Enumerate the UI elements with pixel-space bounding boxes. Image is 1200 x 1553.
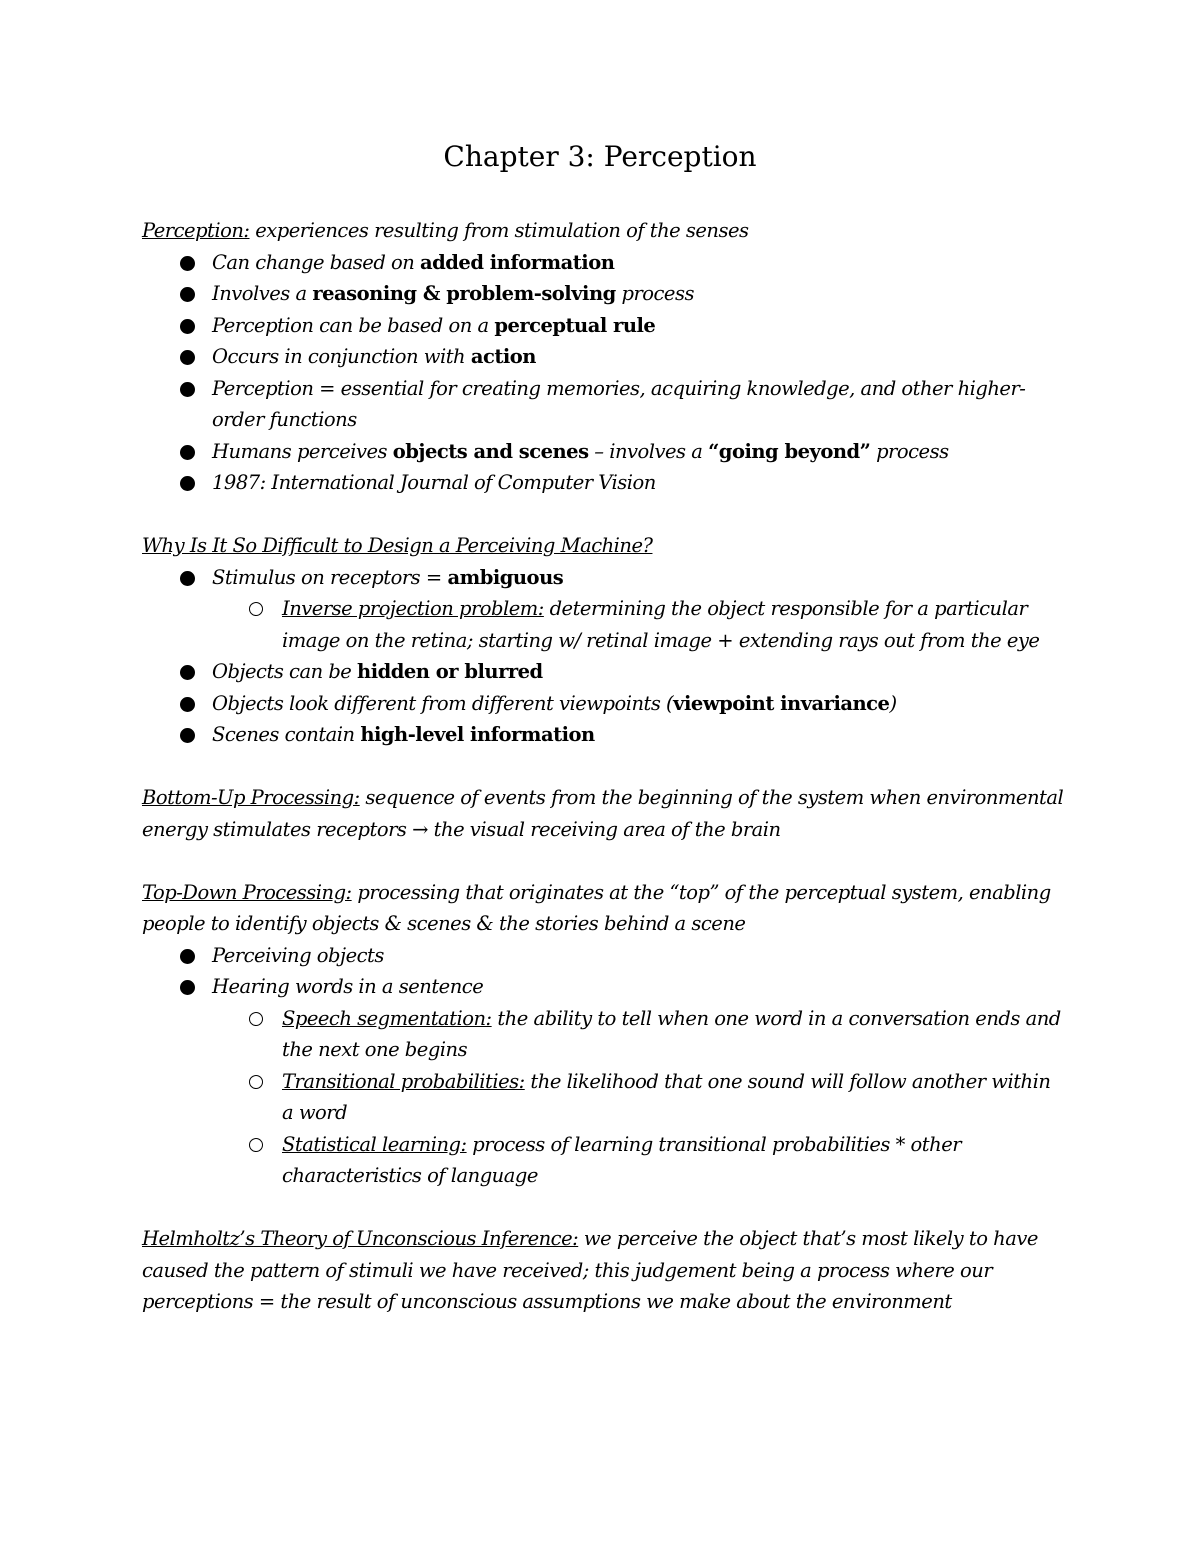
item-bold: hidden or blurred: [357, 660, 543, 683]
item-text: Hearing words in a sentence: [212, 975, 484, 998]
sub-term: Statistical learning:: [282, 1132, 467, 1156]
item-text: Objects look different from different viewpoints (: [212, 691, 674, 715]
item-text: Perception = essential for creating memories, acquiring knowledge, and other higher-order functions: [212, 376, 1026, 431]
list-item: [142, 688, 1067, 720]
sub-list-item: [142, 1129, 1067, 1192]
item-text: Can change based on: [212, 250, 421, 274]
perception-def: experiences resulting from stimulation of the senses: [249, 219, 749, 242]
bullet-icon: [180, 697, 195, 712]
item-bold: objects and scenes: [392, 439, 589, 463]
item-bold: viewpoint invariance: [673, 691, 890, 715]
sub-term: Speech segmentation:: [282, 1006, 492, 1030]
item-text: Involves a: [212, 282, 313, 305]
list-item: [142, 719, 1067, 751]
helmholtz-definition: [142, 1223, 1067, 1318]
perception-definition: [142, 215, 1067, 247]
list-item: [142, 467, 1067, 499]
item-text: process: [870, 439, 949, 463]
list-item: [142, 373, 1067, 436]
bullet-icon: [180, 665, 195, 680]
top-down-list: [142, 940, 1067, 1192]
list-item: [142, 310, 1067, 342]
item-text: – involves a: [588, 439, 709, 463]
helmholtz-def: we perceive the object that’s most likely to have caused the pattern of stimuli we have received; this judgement being a process where our perceptions = the result of unconscious assumptions we make about the environment: [142, 1227, 1038, 1313]
list-item: [142, 940, 1067, 972]
bottom-up-definition: [142, 782, 1067, 845]
sub-term: Transitional probabilities:: [282, 1069, 525, 1093]
item-text: process: [615, 282, 694, 305]
term-helmholtz: Helmholtz’s Theory of Unconscious Inference:: [142, 1227, 579, 1250]
item-text: Humans perceives: [212, 439, 393, 463]
bullet-icon: [180, 728, 195, 743]
notes-body: [142, 215, 1067, 1318]
section-heading-perceiving-machine: [142, 530, 1067, 562]
bullet-icon: [180, 319, 195, 334]
circle-bullet-icon: [249, 1012, 263, 1026]
item-text: 1987: International Journal of Computer Vision: [212, 471, 656, 494]
bullet-icon: [180, 445, 195, 460]
item-text: Occurs in conjunction with: [212, 345, 471, 368]
sub-list-item: [142, 593, 1067, 656]
perceiving-machine-list: [142, 562, 1067, 751]
sub-def: determining the object responsible for a particular image on the retina; starting w/ retinal image + extending rays out from the eye: [282, 597, 1040, 652]
sub-term: Inverse projection problem:: [282, 597, 544, 620]
circle-bullet-icon: [249, 1138, 263, 1152]
bullet-icon: [180, 980, 195, 995]
item-text: Stimulus on receptors =: [212, 565, 448, 589]
circle-bullet-icon: [249, 1075, 263, 1089]
perception-list: [142, 247, 1067, 499]
term-top-down: Top-Down Processing:: [142, 880, 352, 904]
item-bold: action: [470, 345, 536, 368]
list-item: [142, 971, 1067, 1003]
list-item: [142, 656, 1067, 688]
term-bottom-up: Bottom-Up Processing:: [142, 786, 360, 809]
bullet-icon: [180, 256, 195, 271]
item-bold: ambiguous: [447, 565, 564, 589]
item-text: Perception can be based on a: [212, 313, 495, 337]
bullet-icon: [180, 476, 195, 491]
bullet-icon: [180, 949, 195, 964]
item-bold: perceptual rule: [494, 313, 656, 337]
sub-def: the likelihood that one sound will follow another within a word: [282, 1069, 1051, 1124]
item-bold: reasoning & problem-solving: [312, 282, 616, 305]
list-item: [142, 247, 1067, 279]
top-down-def: processing that originates at the “top” of the perceptual system, enabling people to identify objects & scenes & the stories behind a scene: [142, 880, 1051, 935]
item-text: Objects can be: [212, 660, 358, 683]
heading-text: Why Is It So Difficult to Design a Perceiving Machine?: [142, 534, 653, 557]
bottom-up-def: sequence of events from the beginning of the system when environmental energy stimulates receptors → the visual receiving area of the brain: [142, 786, 1064, 841]
bullet-icon: [180, 287, 195, 302]
item-bold: high-level information: [360, 723, 595, 746]
bullet-icon: [180, 571, 195, 586]
list-item: [142, 341, 1067, 373]
list-item: [142, 436, 1067, 468]
page-title: Chapter 3: Perception: [443, 140, 757, 173]
bullet-icon: [180, 350, 195, 365]
item-text: ): [889, 691, 897, 715]
item-text: Perceiving objects: [212, 943, 384, 967]
list-item: [142, 278, 1067, 310]
sub-list-item: [142, 1003, 1067, 1066]
bullet-icon: [180, 382, 195, 397]
sub-def: the ability to tell when one word in a conversation ends and the next one begins: [282, 1006, 1061, 1061]
top-down-definition: [142, 877, 1067, 940]
circle-bullet-icon: [249, 602, 263, 616]
sub-list-item: [142, 1066, 1067, 1129]
sub-def: process of learning transitional probabilities * other characteristics of language: [282, 1132, 962, 1187]
term-perception: Perception:: [142, 219, 250, 242]
item-text: Scenes contain: [212, 723, 361, 746]
item-bold: added information: [420, 250, 615, 274]
list-item: [142, 562, 1067, 594]
item-bold: “going beyond”: [708, 439, 871, 463]
